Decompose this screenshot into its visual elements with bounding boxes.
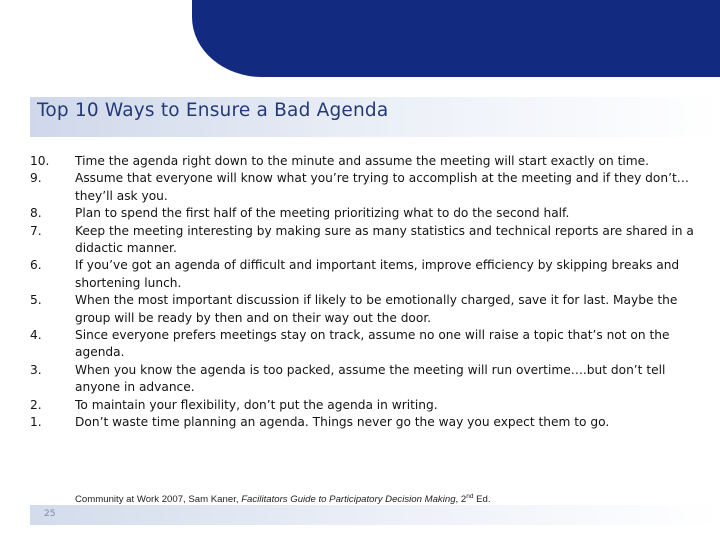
item-number: 6.	[30, 258, 42, 273]
item-text: Assume that everyone will know what you’re trying to accomplish at the meeting and if they don’t…they’ll ask you.	[75, 171, 689, 203]
item-number: 8.	[30, 206, 42, 221]
citation-prefix: Community at Work 2007, Sam Kaner,	[75, 494, 242, 505]
item-number: 10.	[30, 154, 50, 168]
list-item	[30, 170, 710, 205]
list-item	[30, 397, 710, 414]
item-number: 9.	[30, 171, 42, 186]
list-item	[30, 327, 710, 362]
item-text: Plan to spend the first half of the meeting prioritizing what to do the second half.	[75, 206, 570, 221]
item-text: Time the agenda right down to the minute and assume the meeting will start exactly on time.	[75, 154, 650, 168]
slide-title: Top 10 Ways to Ensure a Bad Agenda	[37, 100, 389, 121]
item-number: 3.	[30, 362, 42, 377]
citation-suffix: Ed.	[473, 494, 491, 505]
list-item	[30, 292, 710, 327]
list-item	[30, 205, 710, 222]
item-number: 2.	[30, 397, 42, 412]
item-text: Since everyone prefers meetings stay on track, assume no one will raise a topic that’s not on the agenda.	[75, 328, 670, 360]
footer-band	[30, 505, 720, 525]
agenda-items-list	[30, 153, 710, 432]
list-item	[30, 257, 710, 292]
item-number: 4.	[30, 328, 42, 343]
citation-edition-superscript: nd	[466, 493, 474, 500]
list-item	[30, 153, 710, 170]
citation	[75, 494, 720, 506]
list-item	[30, 362, 710, 397]
header-band	[192, 0, 720, 77]
item-number: 7.	[30, 223, 42, 238]
item-text: Keep the meeting interesting by making sure as many statistics and technical reports are shared in a didactic manner.	[75, 223, 694, 256]
list-item	[30, 414, 710, 431]
list-item	[30, 223, 710, 258]
citation-edition-number: , 2	[455, 494, 467, 505]
citation-book-title: Facilitators Guide to Participatory Decision Making	[241, 494, 456, 505]
item-text: Don’t waste time planning an agenda. Things never go the way you expect them to go.	[75, 415, 610, 430]
item-number: 1.	[30, 415, 42, 430]
item-text: If you’ve got an agenda of difficult and important items, improve efficiency by skipping breaks and shortening lunch.	[75, 258, 680, 290]
item-text: When you know the agenda is too packed, assume the meeting will run overtime….but don’t tell anyone in advance.	[75, 362, 666, 395]
slide-number: 25	[44, 509, 56, 519]
item-number: 5.	[30, 293, 42, 308]
item-text: When the most important discussion if likely to be emotionally charged, save it for last. Maybe the group will be ready by then and on their way out the door.	[75, 293, 678, 325]
item-text: To maintain your flexibility, don’t put the agenda in writing.	[75, 397, 438, 412]
